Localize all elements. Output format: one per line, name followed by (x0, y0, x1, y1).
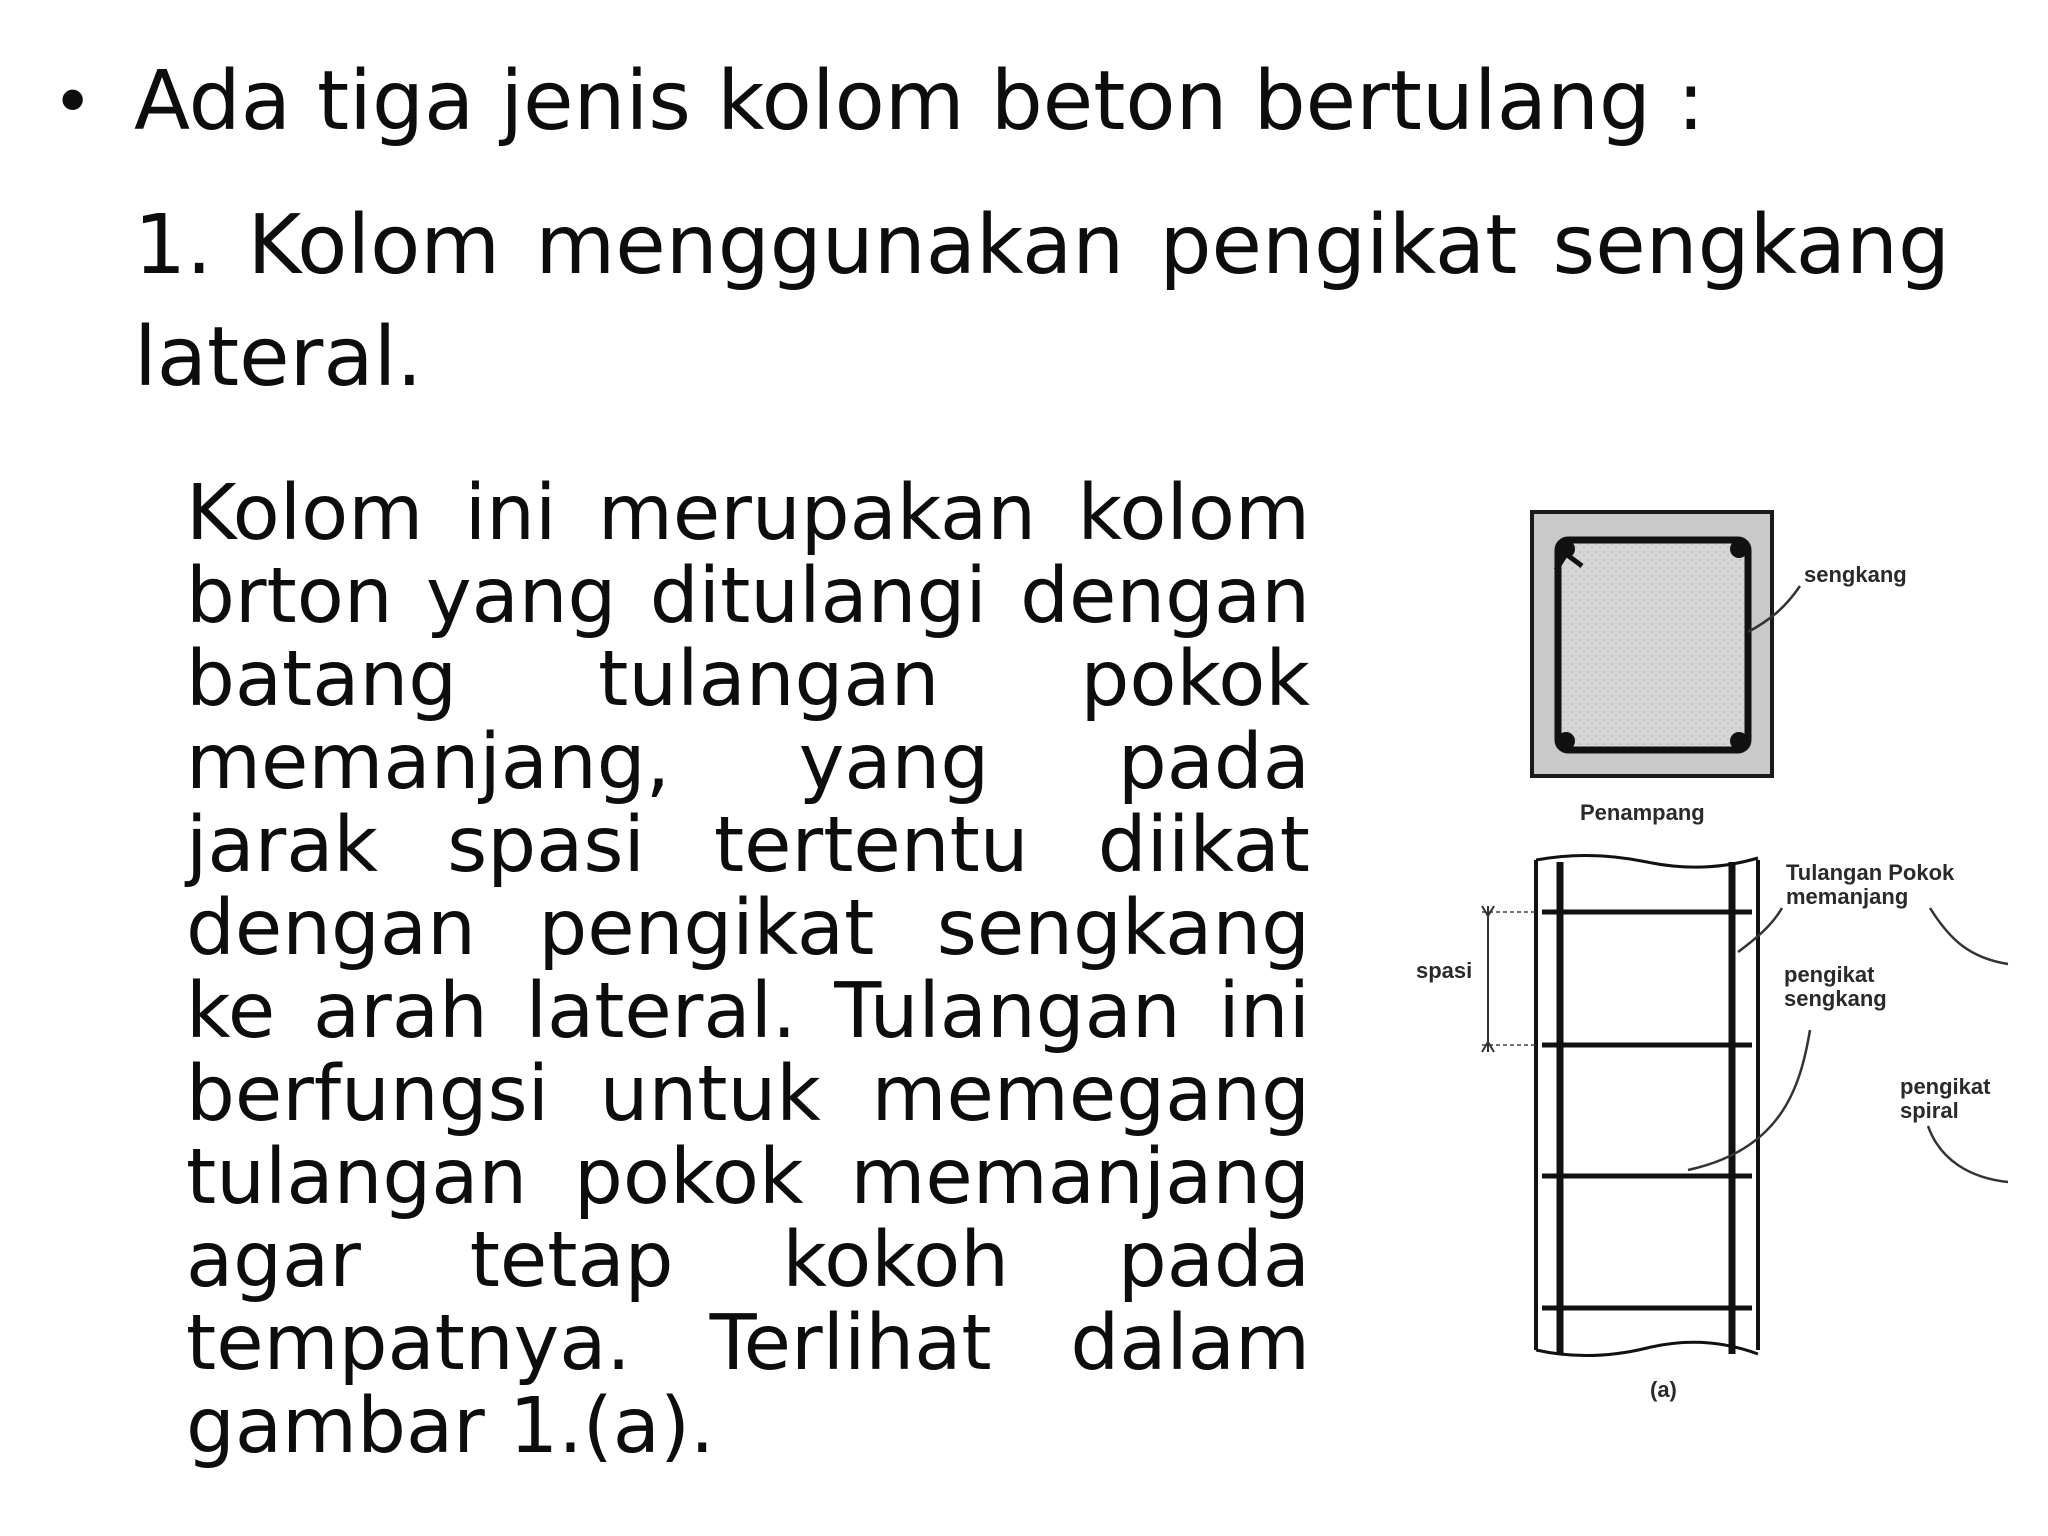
item-1-title: 1. Kolom menggunakan pengikat sengkang lateral. (134, 198, 1950, 405)
cross-section (1532, 512, 1772, 776)
label-pengikat-sengkang-1: pengikat (1784, 962, 1875, 987)
leader-pengikat-sengkang (1688, 1030, 1810, 1170)
break-bottom (1536, 1342, 1758, 1355)
label-tulangan-pokok-1: Tulangan Pokok (1786, 860, 1955, 885)
spasi-dimension (1482, 906, 1536, 1052)
break-top (1536, 855, 1758, 867)
body-paragraph: Kolom ini merupakan kolom brton yang ditulangi dengan batang tulangan pokok memanjang, yang pada jarak spasi tertentu diikat dengan pengikat sengkang ke arah lateral. Tulangan ini berfungsi untuk memegang tulangan pokok memanjang agar tetap kokoh pada tempatnya. Terlihat dalam gambar 1.(a). (186, 469, 1310, 1471)
label-penampang: Penampang (1580, 800, 1705, 825)
column-figure (1370, 470, 2010, 1430)
rebar-dot (1557, 732, 1575, 750)
column-diagram (1370, 470, 2010, 1430)
leader-pengikat-spiral (1928, 1126, 2008, 1182)
rebar-dot (1730, 540, 1748, 558)
label-sengkang: sengkang (1804, 562, 1907, 587)
section-tie (1558, 540, 1748, 750)
label-tulangan-pokok-2: memanjang (1786, 884, 1909, 909)
bullet-heading (52, 52, 1952, 152)
rebar-dot (1730, 732, 1748, 750)
figure-caption: (a) (1650, 1377, 1677, 1402)
label-pengikat-spiral-1: pengikat (1900, 1074, 1991, 1099)
label-pengikat-sengkang-2: sengkang (1784, 986, 1887, 1011)
label-spasi: spasi (1416, 958, 1473, 983)
heading-text: Ada tiga jenis kolom beton bertulang : (134, 54, 1705, 149)
leader-right-1 (1930, 908, 2008, 964)
bullet-dot: • (52, 61, 94, 143)
label-pengikat-spiral-2: spiral (1900, 1098, 1959, 1123)
elevation (1536, 855, 1758, 1355)
